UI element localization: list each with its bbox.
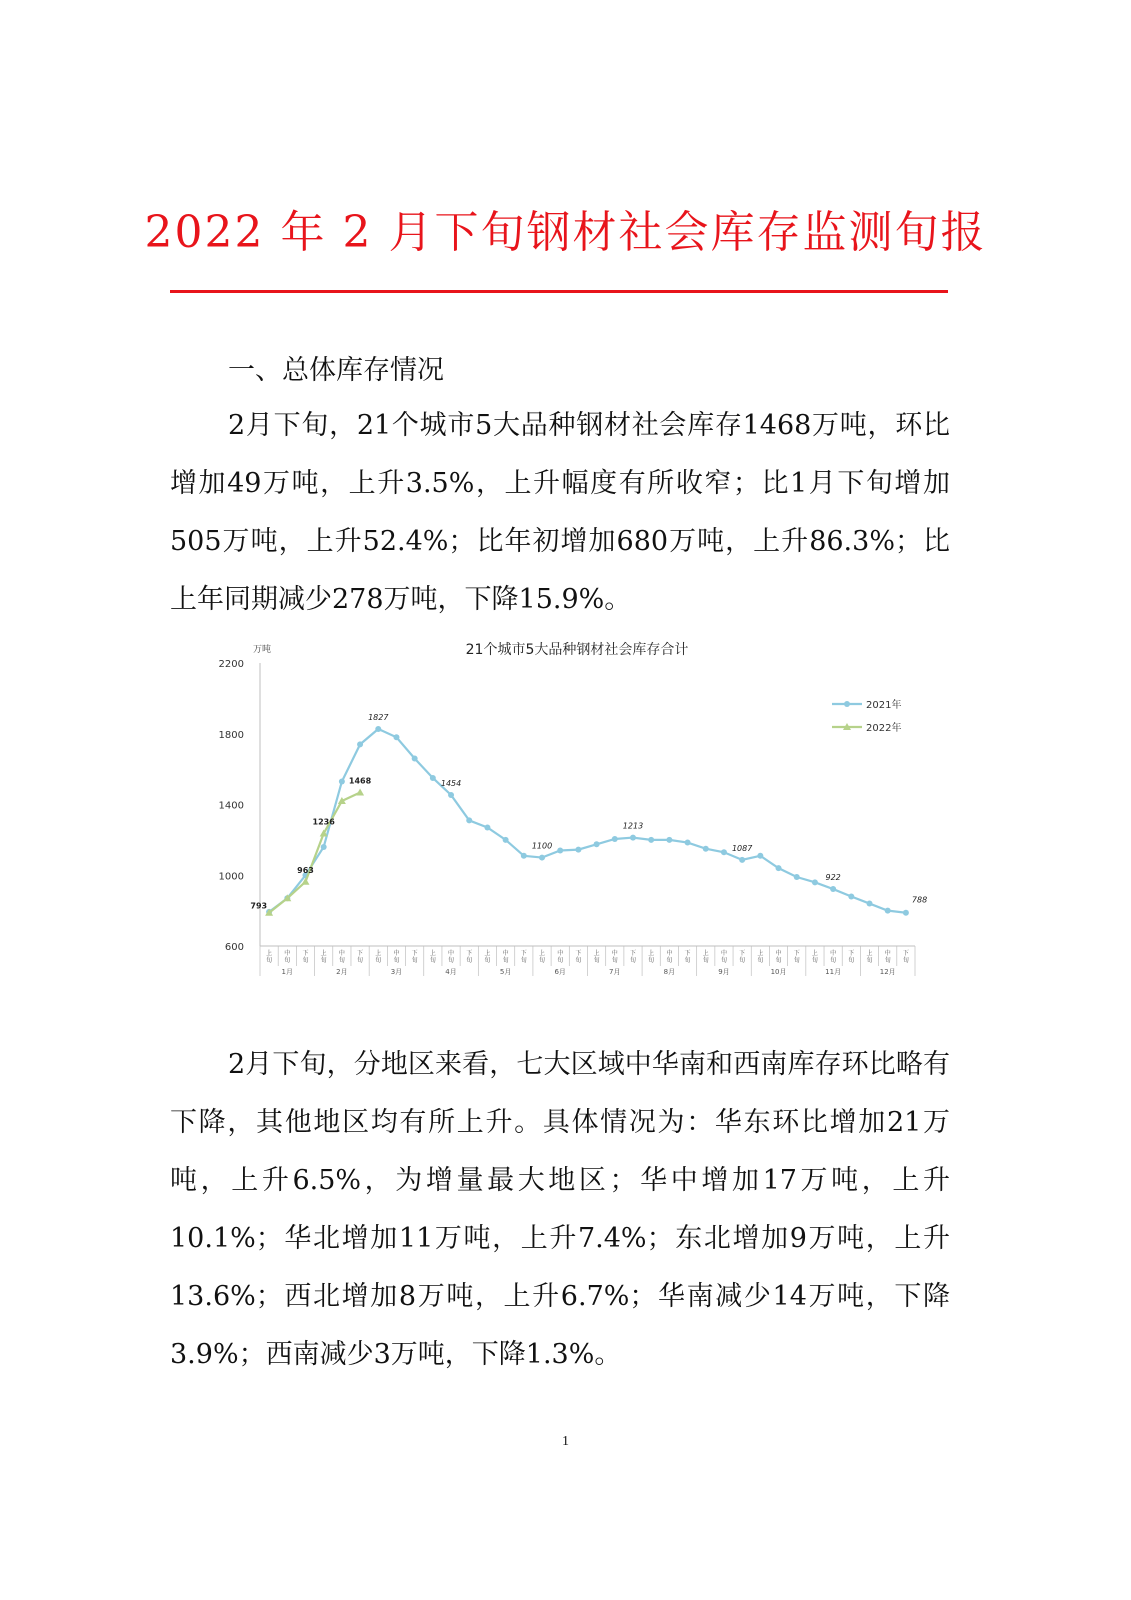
x-period-label: 中旬 (502, 950, 509, 964)
document-title: 2022 年 2 月下旬钢材社会库存监测旬报 (144, 207, 987, 258)
legend-label: 2021年 (866, 700, 902, 711)
x-period-label: 上旬 (375, 950, 382, 964)
paragraph-total-inventory: 2月下旬，21个城市5大品种钢材社会库存1468万吨，环比增加49万吨，上升3.5%，上升幅度有所收窄；比1月下旬增加505万吨，上升52.4%；比年初增加680万吨，上升86.3%；比上年同期减少278万吨，下降15.9%。 (170, 410, 950, 615)
data-point (757, 853, 763, 859)
data-point (539, 855, 545, 861)
data-point (521, 853, 527, 859)
paragraph-regional-inventory: 2月下旬，分地区来看，七大区域中华南和西南库存环比略有下降，其他地区均有所上升。具体情况为：华东环比增加21万吨，上升6.5%，为增量最大地区；华中增加17万吨，上升10.1%；华北增加11万吨，上升7.4%；东北增加9万吨，上升13.6%；西北增加8万吨，上升6.7%；华南减少14万吨，下降3.9%；西南减少3万吨，下降1.3%。 (170, 1049, 950, 1370)
data-point (739, 857, 745, 863)
series-line-2022年 (269, 792, 360, 912)
data-point (903, 910, 909, 916)
y-axis-unit-label: 万吨 (253, 645, 272, 655)
data-point (776, 865, 782, 871)
x-period-label: 下旬 (302, 950, 309, 964)
x-period-label: 中旬 (720, 950, 727, 964)
y-tick-label: 1000 (218, 871, 244, 883)
x-month-label: 6月 (554, 968, 566, 976)
data-point (357, 741, 363, 747)
x-period-label: 下旬 (357, 950, 364, 964)
x-period-label: 下旬 (848, 950, 855, 964)
data-point (484, 824, 490, 830)
inventory-line-chart (205, 632, 928, 982)
section-heading: 一、总体库存情况 (228, 355, 444, 386)
x-period-label: 中旬 (338, 950, 345, 964)
x-period-label: 中旬 (666, 950, 673, 964)
x-month-label: 1月 (281, 968, 294, 976)
x-period-label: 下旬 (575, 950, 582, 964)
data-point (466, 817, 472, 823)
x-month-label: 10月 (770, 968, 787, 976)
data-point (648, 837, 654, 843)
data-label: 1100 (531, 841, 553, 851)
x-period-label: 上旬 (811, 950, 818, 964)
data-point (430, 775, 436, 781)
x-period-label: 上旬 (648, 950, 655, 964)
series-line-2021年 (269, 729, 906, 913)
x-period-label: 中旬 (557, 950, 564, 964)
y-tick-label: 600 (224, 942, 244, 953)
data-label: 963 (297, 865, 314, 875)
x-period-label: 上旬 (593, 950, 600, 964)
title-divider (170, 290, 948, 293)
x-period-label: 中旬 (448, 950, 455, 964)
data-label: 1468 (348, 776, 372, 786)
page-number: 1 (562, 1434, 569, 1449)
x-month-label: 3月 (390, 968, 403, 976)
x-month-label: 9月 (718, 968, 730, 976)
x-period-label: 上旬 (757, 950, 764, 964)
x-month-label: 11月 (825, 968, 842, 976)
x-period-label: 下旬 (739, 950, 746, 964)
y-tick-label: 1800 (218, 729, 244, 741)
x-period-label: 中旬 (611, 950, 618, 964)
x-period-label: 下旬 (684, 950, 691, 964)
x-month-label: 4月 (445, 968, 457, 976)
data-point (666, 837, 672, 843)
data-point (812, 879, 818, 885)
data-point (356, 788, 364, 795)
data-label: 1827 (368, 712, 389, 722)
x-period-label: 上旬 (866, 950, 873, 964)
data-label: 788 (911, 895, 928, 905)
x-period-label: 下旬 (520, 950, 527, 964)
data-label: 922 (825, 873, 841, 883)
data-point (867, 901, 873, 907)
data-point (830, 886, 836, 892)
x-period-label: 上旬 (320, 950, 327, 964)
data-point (885, 908, 891, 914)
data-point (685, 840, 691, 846)
x-period-label: 中旬 (830, 950, 837, 964)
x-period-label: 下旬 (902, 950, 909, 964)
data-point (375, 726, 381, 732)
data-point (339, 779, 345, 785)
x-period-label: 下旬 (411, 950, 418, 964)
data-point (393, 734, 399, 740)
x-month-label: 12月 (879, 968, 896, 976)
x-period-label: 上旬 (266, 950, 273, 964)
data-point (721, 849, 727, 855)
x-month-label: 5月 (499, 968, 512, 976)
x-period-label: 上旬 (484, 950, 491, 964)
x-period-label: 中旬 (284, 950, 291, 964)
x-period-label: 上旬 (702, 950, 709, 964)
data-label: 1236 (312, 817, 335, 827)
data-point (594, 841, 600, 847)
data-label: 1454 (440, 778, 462, 788)
data-point (575, 847, 581, 853)
chart-title: 21个城市5大品种钢材社会库存合计 (465, 642, 689, 658)
x-period-label: 中旬 (884, 950, 891, 964)
data-point (448, 792, 454, 798)
x-period-label: 上旬 (429, 950, 436, 964)
x-month-label: 7月 (609, 968, 621, 976)
x-period-label: 下旬 (466, 950, 473, 964)
x-period-label: 下旬 (793, 950, 800, 964)
data-label: 1213 (622, 821, 644, 831)
x-period-label: 中旬 (775, 950, 782, 964)
x-month-label: 8月 (663, 968, 676, 976)
y-tick-label: 2200 (218, 659, 244, 670)
data-point (612, 836, 618, 842)
data-point (703, 846, 709, 852)
legend-marker (844, 701, 850, 707)
data-point (557, 847, 563, 853)
data-point (848, 893, 854, 899)
data-label: 1087 (731, 843, 753, 853)
x-period-label: 中旬 (393, 950, 400, 964)
data-label: 793 (250, 901, 268, 911)
legend-label: 2022年 (866, 723, 902, 734)
data-point (321, 844, 327, 850)
x-period-label: 上旬 (539, 950, 546, 964)
data-point (412, 756, 418, 762)
y-tick-label: 1400 (218, 800, 244, 812)
data-point (630, 835, 636, 841)
data-point (503, 837, 509, 843)
data-point (794, 874, 800, 880)
x-month-label: 2月 (336, 968, 348, 976)
x-period-label: 下旬 (629, 950, 636, 964)
